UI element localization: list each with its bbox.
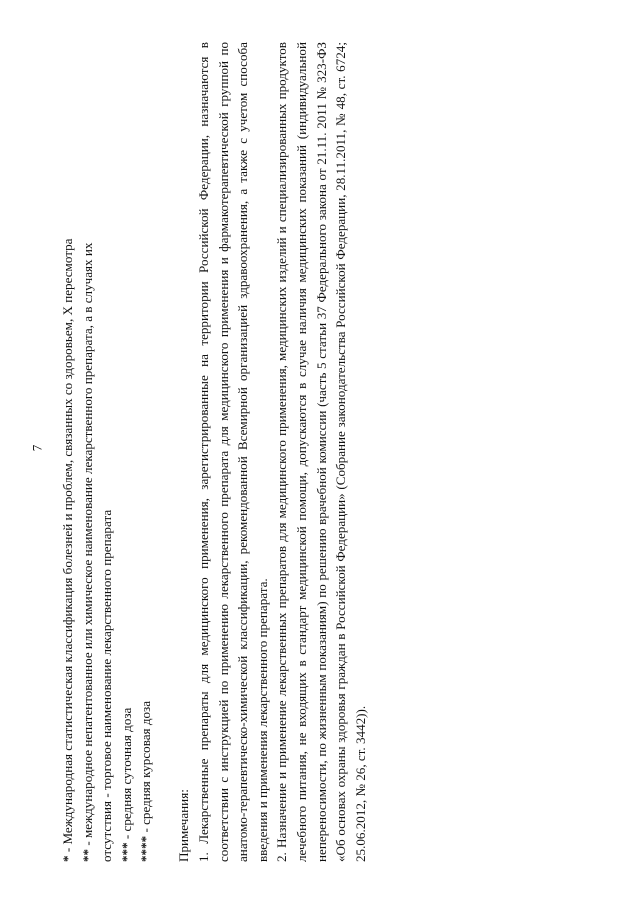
- footnote-mark: ****: [138, 835, 154, 862]
- footnote-item: [136, 42, 156, 862]
- notes-title: Примечания:: [176, 789, 192, 862]
- section-gap: [156, 42, 175, 862]
- note-paragraph: [272, 42, 370, 862]
- footnote-text: - международное непатентованное или химическое наименование лекарственного препарата, а в случаях их: [79, 242, 95, 849]
- note-paragraph: [194, 42, 272, 862]
- footnote-item: [78, 42, 98, 862]
- note-paragraph-text: 1. Лекарственные препараты для медицинского применения, зарегистрированные на территории Российской Федерации, назначаются в соответствии с инструкцией по применению лекарственного препарата для медицинского применения и фармакотерапевтической группой по анатомо-терапевтическо-химической классификации, рекомендованной Всемирной организацией здравоохранения, а также с учетом способа введения и применения лекарственного препарата.: [196, 42, 270, 862]
- page-number: 7: [29, 444, 45, 452]
- footnote-mark: ***: [118, 842, 134, 862]
- notes-section: [174, 42, 370, 862]
- footnote-text: - средняя суточная доза: [118, 707, 134, 843]
- footnote-item: [58, 42, 78, 862]
- footnote-list: [58, 42, 156, 862]
- footnote-mark: **: [79, 848, 95, 862]
- footnote-text: - средняя курсовая доза: [138, 700, 154, 836]
- footnote-mark: *: [60, 855, 75, 862]
- footnote-text: отсутствия - торговое наименование лекарственного препарата: [99, 509, 115, 862]
- note-paragraph-text: 2. Назначение и применение лекарственных препаратов для медицинского применения, медицинских изделий и специализированных продуктов лечебного питания, не входящих в стандарт медицинской помощи, допускаются в случае наличия медицинских показаний (индивидуальной непереносимости, по жизненным показаниям) по решению врачебной комиссии (часть 5 статьи 37 Федерального закона от 21.11. 2011 № 323-ФЗ «Об основах охраны здоровья граждан в Российской Федерации» (Собрание законодательства Российской Федерации, 28.11.2011, № 48, ст. 6724; 25.06.2012, № 26, ст. 3442)).: [274, 42, 368, 862]
- footnote-text: - Международная статистическая классификация болезней и проблем, связанных со здоровьем, X пересмотра: [60, 238, 75, 856]
- footnote-item: [97, 42, 117, 862]
- footnote-item: [117, 42, 137, 862]
- document-body: [58, 42, 370, 862]
